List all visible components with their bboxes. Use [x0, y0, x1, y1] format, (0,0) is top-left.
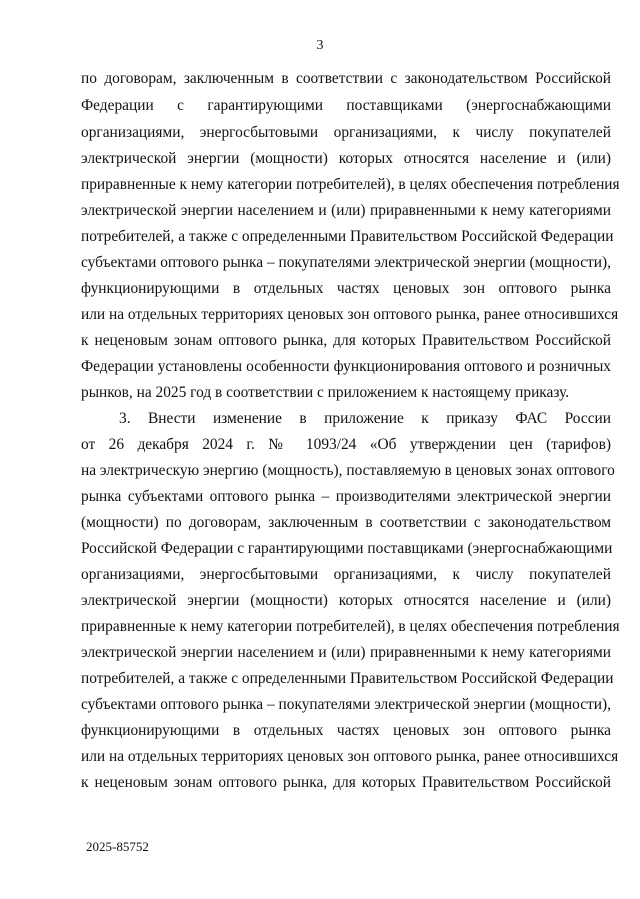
paragraph-3-first-line: 3. Внести изменение в приложение к приказу ФАС России: [119, 410, 611, 427]
text-line: функционирующими в отдельных частях ценовых зон оптового рынка: [81, 280, 611, 297]
text-line: от 26 декабря 2024 г. № 1093/24 «Об утверждении цен (тарифов): [81, 436, 611, 453]
text-line: Федерации с гарантирующими поставщиками (энергоснабжающими: [81, 97, 611, 114]
document-code: 2025-85752: [86, 839, 149, 854]
text-line: электрической энергии (мощности) которых относятся население и (или): [81, 150, 611, 167]
text-line: электрической энергии населением и (или) приравненными к нему категориями: [81, 202, 611, 219]
page-number: 3: [316, 38, 324, 53]
text-line: к неценовым зонам оптового рынка, для которых Правительством Российской: [81, 774, 611, 791]
text-line: (мощности) по договорам, заключенным в соответствии с законодательством: [81, 514, 611, 531]
text-line: потребителей, а также с определенными Правительством Российской Федерации: [81, 670, 614, 687]
text-line: или на отдельных территориях ценовых зон оптового рынка, ранее относившихся: [81, 306, 619, 323]
text-line: приравненные к нему категории потребителей), в целях обеспечения потребления: [81, 618, 620, 635]
text-line: приравненные к нему категории потребителей), в целях обеспечения потребления: [81, 176, 620, 193]
text-line: или на отдельных территориях ценовых зон оптового рынка, ранее относившихся: [81, 748, 619, 765]
text-line: по договорам, заключенным в соответствии с законодательством Российской: [81, 70, 611, 87]
text-line: субъектами оптового рынка – покупателями электрической энергии (мощности),: [81, 254, 611, 271]
text-line: организациями, энергосбытовыми организациями, к числу покупателей: [81, 124, 611, 141]
text-line: функционирующими в отдельных частях ценовых зон оптового рынка: [81, 722, 611, 739]
text-line: Российской Федерации с гарантирующими поставщиками (энергоснабжающими: [81, 540, 613, 557]
text-line: к неценовым зонам оптового рынка, для которых Правительством Российской: [81, 332, 611, 349]
text-line: потребителей, а также с определенными Правительством Российской Федерации: [81, 228, 614, 245]
text-line: рынка субъектами оптового рынка – производителями электрической энергии: [81, 488, 611, 505]
text-line: электрической энергии (мощности) которых относятся население и (или): [81, 592, 611, 609]
text-line: на электрическую энергию (мощность), поставляемую в ценовых зонах оптового: [81, 462, 615, 479]
text-line: Федерации установлены особенности функционирования оптового и розничных: [81, 358, 611, 375]
text-line: электрической энергии населением и (или) приравненными к нему категориями: [81, 644, 611, 661]
text-line: организациями, энергосбытовыми организациями, к числу покупателей: [81, 566, 611, 583]
text-line: субъектами оптового рынка – покупателями электрической энергии (мощности),: [81, 696, 611, 713]
text-line: рынков, на 2025 год в соответствии с приложением к настоящему приказу.: [81, 384, 570, 401]
